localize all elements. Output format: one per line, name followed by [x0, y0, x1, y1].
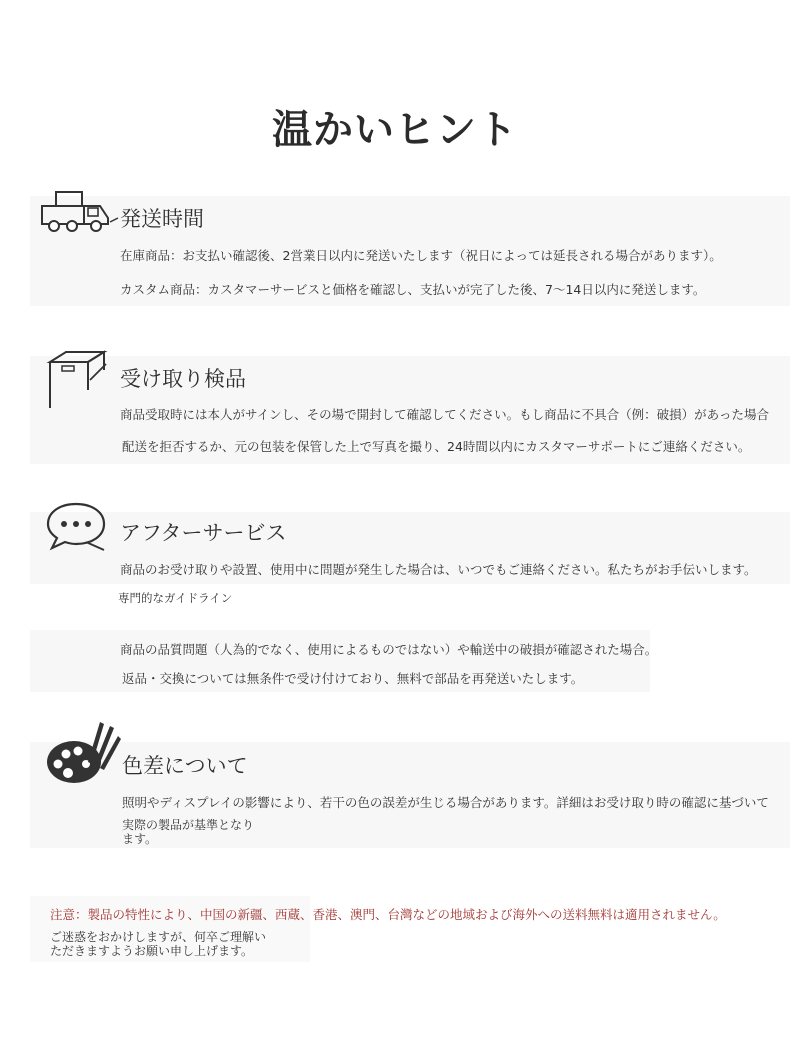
section-heading-inspection: 受け取り検品: [120, 367, 246, 391]
notice-apology: ご迷惑をおかけしますが、何卒ご理解いただきますようお願い申し上げます。: [50, 930, 267, 958]
inspection-line-sign: 商品受取時には本人がサインし、その場で開封して確認してください。もし商品に不具合（例：破損）があった場合: [120, 407, 770, 422]
chat-bubble-icon: [46, 500, 108, 554]
color-line-standard: 実際の製品が基準となります。: [122, 818, 255, 846]
aftersales-line-return: 返品・交換については無条件で受け付けており、無料で部品を再発送いたします。: [122, 671, 584, 686]
section-heading-color: 色差について: [122, 754, 248, 778]
truck-icon: [40, 188, 120, 236]
palette-icon: [44, 718, 124, 788]
section-heading-aftersales: アフターサービス: [120, 521, 287, 545]
section-heading-shipping: 発送時間: [120, 207, 204, 231]
inspection-line-refuse: 配送を拒否するか、元の包装を保管した上で写真を撮り、24時間以内にカスタマーサポートにご連絡ください。: [122, 439, 751, 454]
page-title: 温かいヒント: [272, 107, 518, 153]
shipping-line-custom: カスタム商品：カスタマーサービスと価格を確認し、支払いが完了した後、7〜14日以内に発送します。: [120, 282, 706, 297]
aftersales-guideline-label: 専門的なガイドライン: [118, 591, 233, 605]
notice-text: 注意：製品の特性により、中国の新疆、西蔵、香港、澳門、台灣などの地域および海外への送料無料は適用されません。: [50, 907, 726, 922]
color-line-error: 照明やディスプレイの影響により、若干の色の誤差が生じる場合があります。詳細はお受け取り時の確認に基づいて: [122, 795, 769, 810]
aftersales-line-quality: 商品の品質問題（人為的でなく、使用によるものではない）や輸送中の破損が確認された場合。: [120, 642, 658, 657]
aftersales-line-contact: 商品のお受け取りや設置、使用中に問題が発生した場合は、いつでもご連絡ください。私たちがお手伝いします。: [120, 562, 757, 577]
box-icon: [46, 350, 112, 412]
shipping-line-stock: 在庫商品：お支払い確認後、2営業日以内に発送いたします（祝日によっては延長される場合があります）。: [120, 248, 722, 263]
